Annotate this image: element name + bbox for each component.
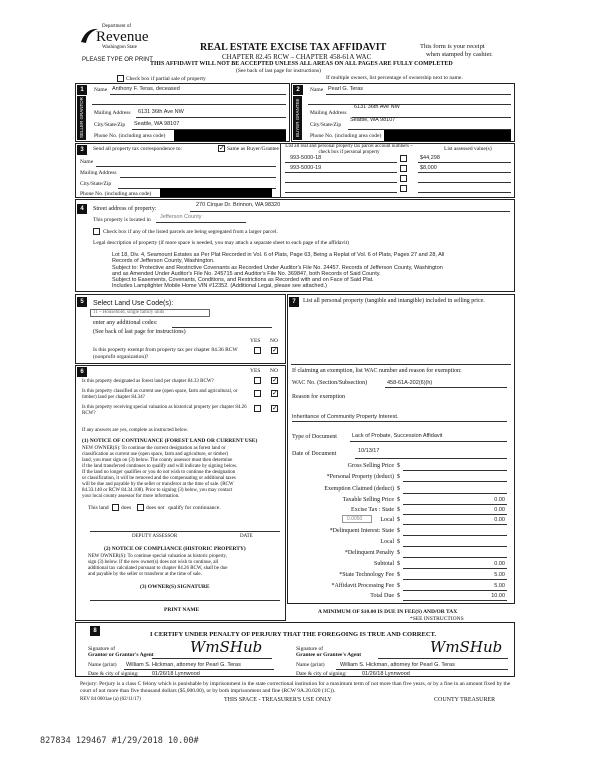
- financial-label: Excise Tax : State: [351, 507, 394, 513]
- financial-label: Taxable Selling Price: [342, 497, 394, 503]
- continuance-line: land, you must sign on (3) below. The county assessor must then determine: [82, 458, 233, 463]
- doc-type-label: Type of Document: [292, 434, 337, 440]
- same-as-buyer-checkbox[interactable]: ✓: [219, 144, 225, 152]
- grantor-signature: WmSHub: [190, 638, 263, 656]
- qualify-label: qualify for continuance.: [168, 505, 221, 511]
- sec5-see-back: (See back of last page for instructions): [93, 329, 186, 335]
- financial-value: 5.00: [494, 583, 505, 589]
- section-8-number: 8: [90, 626, 100, 636]
- revenue-logo: [78, 24, 158, 54]
- financial-label: Gross Selling Price: [347, 463, 394, 469]
- buyer-phone-label: Phone No. (including area code): [310, 133, 382, 139]
- assessed-value: $44,298: [420, 155, 440, 161]
- doc-type-value: Lack of Probate, Succession Affidavit: [352, 433, 443, 439]
- seller-city-label: City/State/Zip: [94, 122, 126, 128]
- wac-value: 458-61A-202(6)(h): [387, 380, 433, 386]
- grantor-name-label: Name (print): [88, 662, 117, 668]
- seller-phone-label: Phone No. (including area code): [94, 133, 166, 139]
- section-1-number: 1: [77, 85, 87, 95]
- minimum-due-note: A MINIMUM OF $10.00 IS DUE IN FEE(S) AND/OR TAX: [318, 609, 458, 615]
- continuance-line: If the land no longer qualifies or you do not wish to continue the designation: [82, 470, 236, 475]
- continuance-line: 84.33.140 or RCW 84.34.108). Prior to signing (3) below, you may contact: [82, 488, 233, 493]
- grantor-date-value: 01/26/18 Lynnwood: [152, 671, 200, 677]
- legal-description-label: Legal description of property (if more space is needed, you may attach a separate sheet to each page of the affidavit): [93, 240, 349, 246]
- forest-yes-checkbox[interactable]: [254, 377, 261, 384]
- sec5-yes-header: YES: [250, 338, 261, 344]
- dept-name: Revenue: [96, 29, 149, 45]
- current-use-no-checkbox[interactable]: ✓: [272, 389, 278, 397]
- buyer-mailing-value: 6131 36th Ave NW: [354, 104, 400, 110]
- enter-codes-label: enter any additional codes:: [93, 320, 158, 326]
- grantee-name-value: William S. Hickman, attorney for Pearl G. Teras: [340, 662, 455, 668]
- seller-mailing-label: Mailing Address: [94, 110, 131, 116]
- grantee-name-label: Name (print): [296, 662, 325, 668]
- dept-suffix: Washington State: [102, 45, 138, 50]
- financial-value: 5.00: [494, 572, 505, 578]
- financial-label: Subtotal: [373, 561, 394, 567]
- grantee-signature: WmSHub: [430, 638, 503, 656]
- sec6-question: Is this property receiving special valuation as historical property per chapter 84.26 RCW?: [82, 405, 247, 416]
- personal-property-label: List all personal property (tangible and intangible) included in selling price.: [303, 298, 485, 304]
- exempt-yes-checkbox[interactable]: [254, 347, 261, 354]
- continuance-line: your local county assessor for more information.: [82, 494, 180, 499]
- sec6-question: Is this property designated as forest land per chapter 84.33 RCW?: [82, 379, 214, 384]
- exempt-no-checkbox[interactable]: ✓: [272, 346, 278, 354]
- personal-property-checkbox[interactable]: [400, 155, 407, 162]
- financial-value: 0.00: [494, 517, 505, 523]
- grantor-date-label: Date & city of signing:: [88, 671, 139, 677]
- compliance-line: additional tax calculated pursuant to chapter 84.26 RCW, shall be due: [88, 566, 228, 571]
- financial-label: Local: [380, 539, 394, 545]
- receipt-stamp: 827834 129467 #1/29/2018 10.00#: [40, 736, 199, 746]
- form-number: REV 84 0001ae (a) (02/11/17): [80, 697, 141, 702]
- historic-yes-checkbox[interactable]: [254, 405, 261, 412]
- tax-rate-value: 0.0050: [347, 516, 363, 522]
- grantee-date-label: Date & city of signing:: [296, 671, 347, 677]
- multiple-owners-note: If multiple owners, list percentage of ownership next to name.: [326, 75, 463, 81]
- doc-date-label: Date of Document: [292, 451, 337, 457]
- land-use-label: Select Land Use Code(s):: [93, 300, 174, 307]
- continuance-line: or classification, it will be removed and the compensating or additional taxes: [82, 476, 236, 481]
- legal-line: Subject to Easements, Covenants, Conditions, and Restrictions as Recorded with and on Face of Said Plat.: [112, 277, 374, 283]
- seller-name-value: Anthony F. Teras, deceased: [112, 86, 180, 92]
- financial-value: 10.00: [491, 593, 505, 599]
- personal-property-checkbox[interactable]: [400, 165, 407, 172]
- sec3-phone-redacted: [160, 188, 272, 197]
- compliance-title: (2) NOTICE OF COMPLIANCE (HISTORIC PROPERTY): [104, 546, 246, 552]
- compliance-line: NEW OWNER(S): To continue special valuation as historic property,: [88, 554, 227, 559]
- continuance-line: classification as current use (open space, farm and agriculture, or timber): [82, 452, 229, 457]
- see-instructions-note: *SEE INSTRUCTIONS: [410, 616, 464, 622]
- financial-value: 0.00: [494, 507, 505, 513]
- receipt-note-2: when stamped by cashier.: [426, 51, 493, 58]
- sec3-mailing-label: Mailing Address: [80, 170, 117, 176]
- reason-value: Inheritance of Community Property Interest.: [292, 414, 399, 420]
- section-2-number: 2: [293, 85, 303, 95]
- deputy-assessor-label: DEPUTY ASSESSOR: [132, 534, 178, 539]
- buyer-name-label: Name: [310, 87, 324, 93]
- wac-label: WAC No. (Section/Subsection): [292, 380, 368, 386]
- current-use-yes-checkbox[interactable]: [254, 390, 261, 397]
- legal-line: Subject to: Protective and Restrictive Covenants as Recorded Under Auditor's File No. 24457. Records of Jefferson County, Washington: [112, 265, 443, 271]
- buyer-phone-redacted: [384, 130, 511, 141]
- seller-mailing-value: 6131 36th Ave NW: [138, 109, 184, 115]
- grantee-agent-label: Grantee or Grantee's Agent: [296, 652, 362, 658]
- financial-label: Total Due: [370, 593, 394, 599]
- certify-statement: I CERTIFY UNDER PENALTY OF PERJURY THAT THE FOREGOING IS TRUE AND CORRECT.: [150, 631, 437, 638]
- doc-date-value: 10/13/17: [358, 448, 380, 454]
- see-back-instructions: (See back of last page for instructions): [236, 68, 321, 74]
- assessor-date-label: DATE: [240, 534, 253, 539]
- personal-property-checkbox[interactable]: [400, 175, 407, 182]
- legal-line: Records of Jefferson County, Washington.: [112, 258, 215, 264]
- segregated-label: Check box if any of the listed parcels are being segregated from a larger parcel.: [103, 229, 278, 235]
- sec6-yes-header: YES: [250, 368, 261, 374]
- parcel-number: 993-5000-18: [290, 155, 322, 161]
- treasurer-use-only: THIS SPACE - TREASURER'S USE ONLY: [224, 697, 332, 703]
- partial-sale-checkbox[interactable]: [117, 75, 124, 82]
- street-address-value: 270 Cirque Dr. Brinnon, WA 98320: [196, 202, 281, 208]
- continuance-title: (1) NOTICE OF CONTINUANCE (FOREST LAND OR CURRENT USE): [82, 438, 258, 444]
- seller-city-value: Seattle, WA 98107: [134, 121, 180, 127]
- assessed-header: List assessed value(s): [444, 146, 492, 152]
- section-7-number: 7: [289, 297, 299, 307]
- legal-line: Includes Lamplighter Mobile Home VIN #12352. (Additional Legal, please see attached.): [112, 283, 327, 289]
- located-label: This property is located in: [93, 217, 151, 223]
- sec3-phone-label: Phone No. (including area code): [80, 191, 152, 197]
- receipt-note-1: This form is your receipt: [420, 43, 485, 50]
- print-name-label: PRINT NAME: [164, 607, 200, 613]
- forest-no-checkbox[interactable]: ✓: [272, 376, 278, 384]
- historic-no-checkbox[interactable]: ✓: [272, 404, 278, 412]
- buyer-city-label: City/State/Zip: [310, 122, 342, 128]
- financial-label: Exemption Claimed (deduct): [324, 486, 394, 492]
- continuance-line: NEW OWNER(S): To continue the current designation as forest land or: [82, 446, 226, 451]
- located-value: Jefferson County: [160, 214, 202, 220]
- financial-label: *Affidavit Processing Fee: [331, 583, 394, 589]
- section-3-number: 3: [77, 145, 87, 155]
- sec6-question: Is this property classified as current use (open space, farm and agricultural, or timber) land per chapter 84.34?: [82, 389, 238, 400]
- financial-label: Local: [380, 517, 394, 523]
- grantor-agent-label: Grantor or Grantor's Agent: [88, 652, 154, 658]
- owner-signature-label: (3) OWNER(S) SIGNATURE: [140, 584, 210, 590]
- exemption-label: If claiming an exemption, list WAC number and reason for exemption:: [292, 368, 462, 374]
- does-label: does: [121, 505, 132, 511]
- compliance-line: and payable by the seller or transferor at the time of sale.: [88, 572, 202, 577]
- please-type: PLEASE TYPE OR PRINT: [82, 57, 153, 63]
- legal-line: and as Amended Under Auditor's File No. 245715 and Auditor's File No. 369847, both Records of Said County.: [112, 271, 381, 277]
- exempt-question: Is this property exempt from property tax per chapter 84.36 RCW (nonprofit organization)?: [93, 347, 238, 360]
- does-checkbox[interactable]: [112, 504, 119, 511]
- continuance-line: if the land transferred continues to qualify and will indicate by signing below.: [82, 464, 238, 469]
- perjury-statement: Perjury: Perjury is a class C felony which is punishable by imprisonment in the state correctional institution for a maximum term of not more than five years, or by a fine in an amount fixed by the court of not more than five thousand dollars ($5,000.00), or by both imprisonment and fine (RCW 9A.20.020 (1C)).: [80, 681, 511, 694]
- financial-label: *Delinquent Interest: State: [329, 528, 394, 534]
- form-subtitle: CHAPTER 82.45 RCW – CHAPTER 458-61A WAC: [222, 53, 372, 61]
- sec3-name-label: Name: [80, 159, 94, 165]
- seller-phone-redacted: [174, 130, 286, 141]
- send-correspondence-label: Send all property tax correspondence to:: [93, 146, 183, 152]
- form-title: REAL ESTATE EXCISE TAX AFFIDAVIT: [200, 42, 387, 53]
- tax-rate-field[interactable]: [342, 515, 372, 523]
- form-warning: THIS AFFIDAVIT WILL NOT BE ACCEPTED UNLESS ALL AREAS ON ALL PAGES ARE FULLY COMPLETED: [150, 61, 453, 67]
- seller-grantor-label: SELLER GRANTOR: [79, 97, 84, 139]
- financial-value: 0.00: [494, 561, 505, 567]
- does-not-checkbox[interactable]: [137, 504, 144, 511]
- if-yes-note: If any answers are yes, complete as instructed below.: [82, 428, 189, 433]
- financial-label: *State Technology Fee: [339, 572, 394, 578]
- does-not-label: does not: [146, 505, 165, 511]
- grantor-sig-label: Signature of: [88, 646, 116, 652]
- seller-name-label: Name: [94, 87, 108, 93]
- buyer-grantee-label: BUYER GRANTEE: [293, 96, 302, 140]
- land-use-selected: 11 – Household, single family units: [93, 310, 165, 315]
- reason-label: Reason for exemption: [292, 394, 345, 400]
- segregated-checkbox[interactable]: [93, 228, 100, 235]
- sec6-no-header: NO: [270, 368, 278, 374]
- dept-prefix: Department of: [102, 24, 132, 29]
- parcel-header: List all real and personal property tax parcel account numbers – check box if personal property: [285, 144, 413, 155]
- same-as-buyer-label: Same as Buyer/Grantee: [227, 146, 279, 152]
- county-treasurer: COUNTY TREASURER: [434, 697, 496, 703]
- grantee-sig-label: Signature of: [296, 646, 324, 652]
- land-use-select[interactable]: [90, 309, 210, 317]
- continuance-line: will be due and payable by the seller or transferor at the time of sale. (RCW: [82, 482, 234, 487]
- grantor-name-value: William S. Hickman, attorney for Pearl G. Teras: [126, 662, 241, 668]
- personal-property-checkbox[interactable]: [400, 185, 407, 192]
- this-land-label: This land: [88, 505, 109, 511]
- sec5-no-header: NO: [270, 338, 278, 344]
- section-5-number: 5: [77, 297, 87, 307]
- parcel-number: 993-5000-19: [290, 165, 322, 171]
- partial-sale-label: Check box if partial sale of property: [126, 76, 206, 82]
- buyer-mailing-label: Mailing Address: [310, 110, 347, 116]
- financial-label: *Delinquent Penalty: [344, 550, 394, 556]
- compliance-line: sign (3) below. If the new owner(s) does not wish to continue, all: [88, 560, 219, 565]
- assessed-value: $8,000: [420, 165, 437, 171]
- buyer-name-value: Pearl G. Teras: [328, 86, 364, 92]
- sec3-city-label: City/State/Zip: [80, 181, 112, 187]
- legal-line: Lot 18, Div. 4, Seamount Estates as Per Plat Recorded in Vol. 6 of Plats, Page 63, Being a Replat of Vol. 6 of Plats, Pages 27 and 28, All: [112, 252, 445, 258]
- buyer-city-value: Seattle, WA 98107: [350, 117, 396, 123]
- financial-label: *Personal Property (deduct): [326, 474, 394, 480]
- grantee-date-value: 01/26/18 Lynnwood: [362, 671, 410, 677]
- section-4-number: 4: [77, 204, 87, 214]
- street-address-label: Street address of property:: [93, 206, 157, 212]
- section-6-number: 6: [77, 367, 87, 377]
- financial-value: 0.00: [494, 497, 505, 503]
